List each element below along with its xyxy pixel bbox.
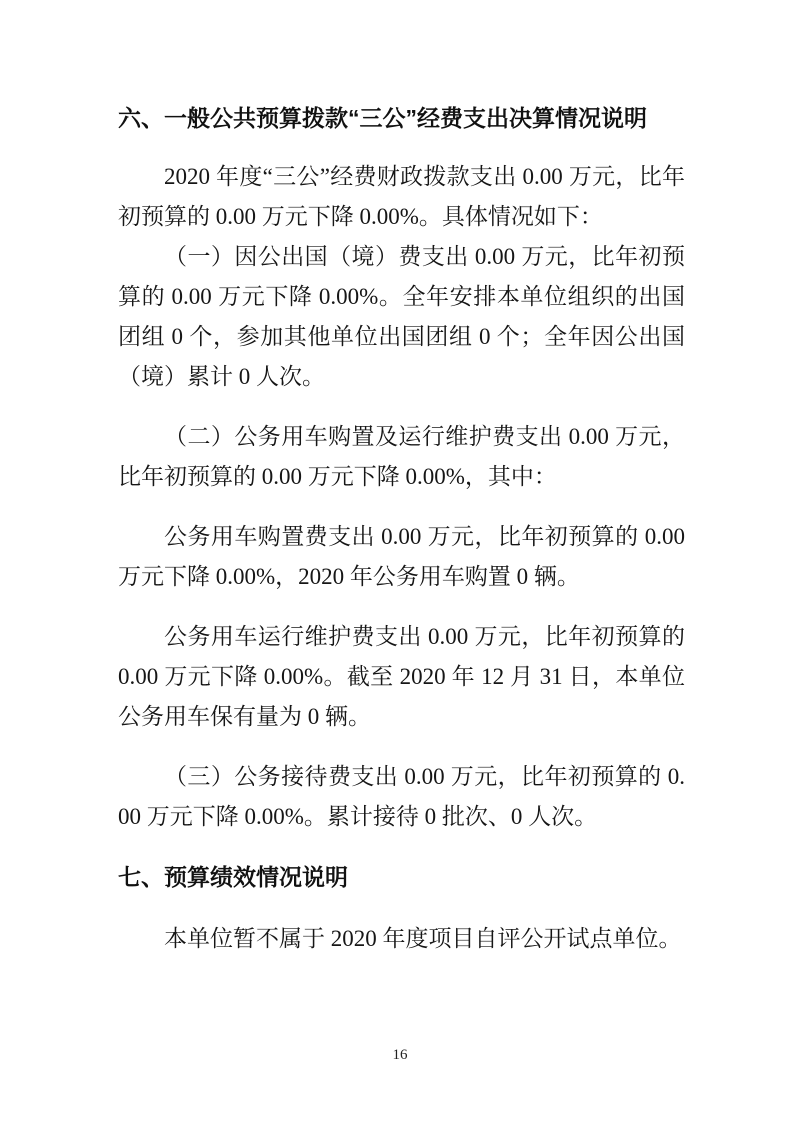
paragraph-vehicle-purchase: 公务用车购置费支出 0.00 万元，比年初预算的 0.00 万元下降 0.00%，2020 年公务用车购置 0 辆。: [118, 524, 685, 589]
paragraph-vehicle-purchase-and-maintenance: （二）公务用车购置及运行维护费支出 0.00 万元，比年初预算的 0.00 万元下降 0.00%，其中：: [118, 424, 685, 489]
paragraph-performance-note: 本单位暂不属于 2020 年度项目自评公开试点单位。: [164, 926, 682, 951]
section-heading-six: 六、一般公共预算拨款“三公”经费支出决算情况说明: [118, 105, 647, 131]
paragraph-vehicle-maintenance: 公务用车运行维护费支出 0.00 万元，比年初预算的 0.00 万元下降 0.00%。截至 2020 年 12 月 31 日，本单位公务用车保有量为 0 辆。: [118, 624, 685, 729]
page-content: [118, 0, 685, 959]
section-heading-seven: 七、预算绩效情况说明: [118, 864, 348, 890]
page-number: 16: [392, 1047, 408, 1063]
paragraph-overseas-travel: （一）因公出国（境）费支出 0.00 万元，比年初预算的 0.00 万元下降 0.00%。全年安排本单位组织的出国团组 0 个，参加其他单位出国团组 0 个；全年因公出国（境）累计 0 人次。: [118, 244, 685, 389]
paragraph-official-reception: （三）公务接待费支出 0.00 万元，比年初预算的 0.00 万元下降 0.00%。累计接待 0 批次、0 人次。: [118, 764, 685, 829]
paragraph-three-public-summary: 2020 年度“三公”经费财政拨款支出 0.00 万元，比年初预算的 0.00 万元下降 0.00%。具体情况如下：: [118, 164, 685, 229]
